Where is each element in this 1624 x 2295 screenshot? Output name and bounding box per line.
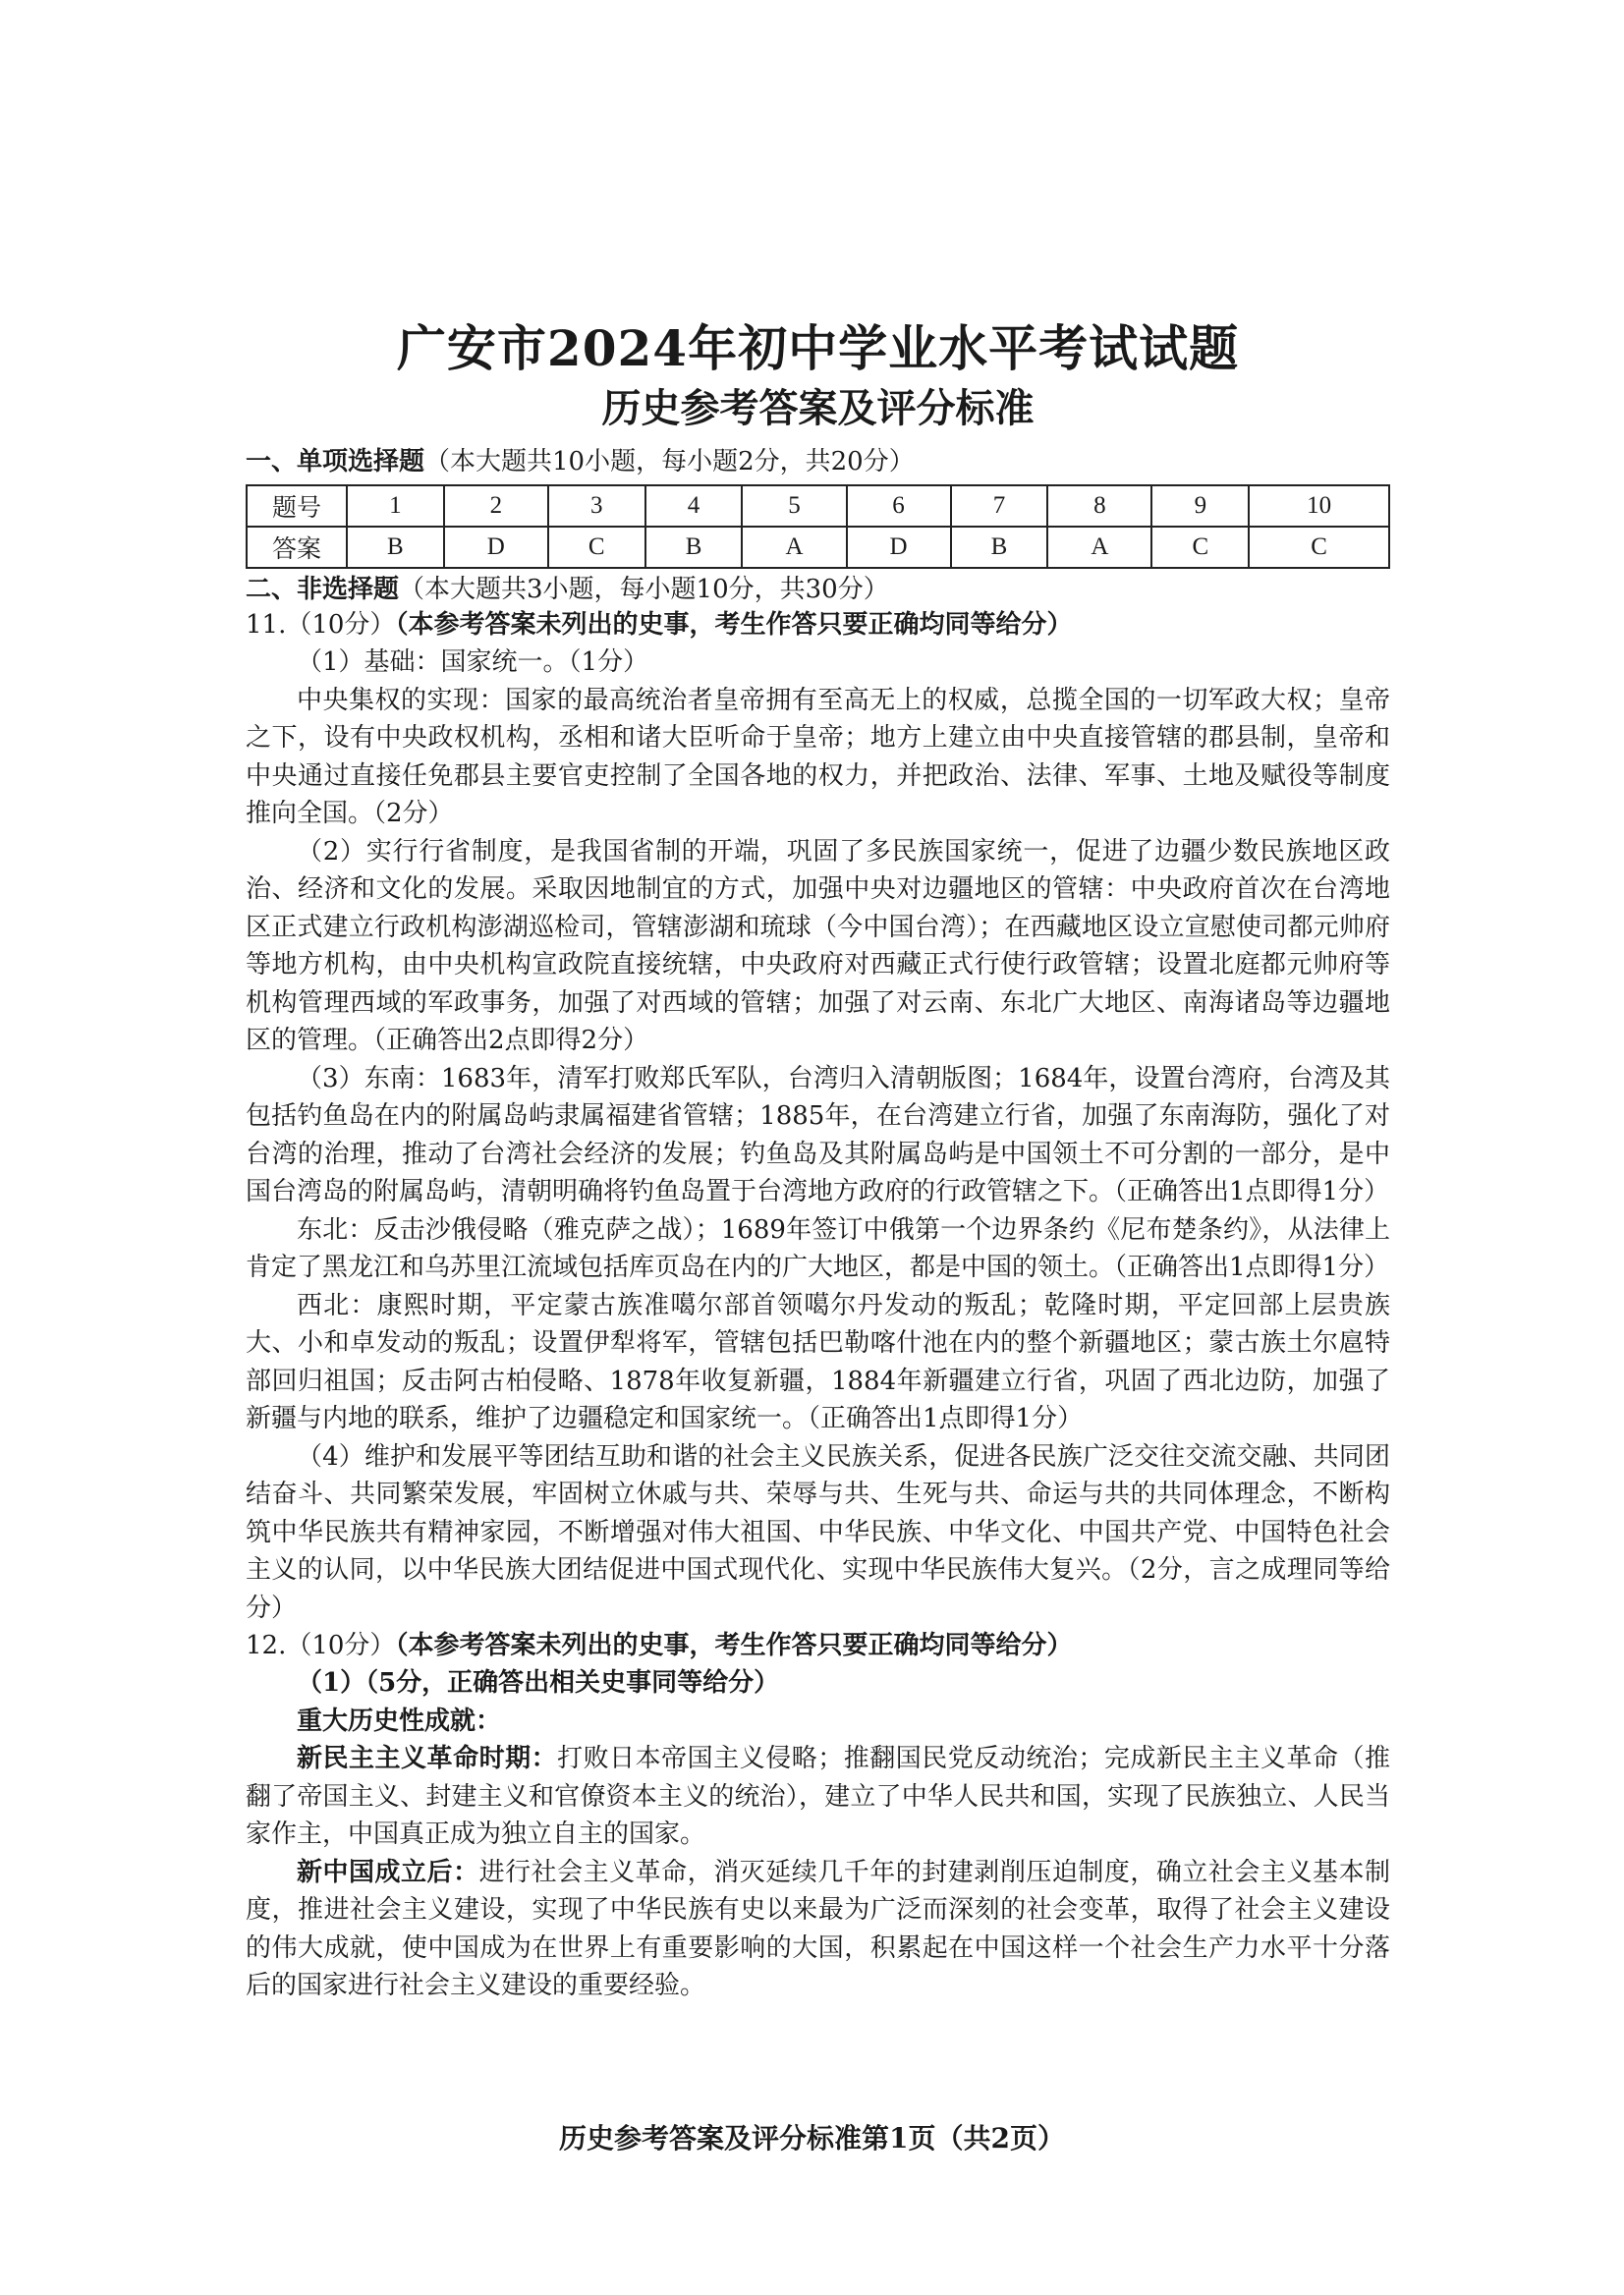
table-cell: 2 — [444, 485, 548, 527]
answer-sheet-page — [246, 319, 1390, 2005]
table-cell: 8 — [1047, 485, 1151, 527]
table-cell: 3 — [548, 485, 645, 527]
table-cell: C — [1151, 527, 1249, 568]
q12-achievements-heading: 重大历史性成就： — [297, 1706, 502, 1736]
table-cell: 6 — [847, 485, 951, 527]
table-cell: C — [1249, 527, 1389, 568]
table-cell: 10 — [1249, 485, 1389, 527]
row-label-answer: 答案 — [247, 527, 347, 568]
page-title: 广安市2024年初中学业水平考试试题 — [396, 319, 1240, 377]
q11-part3-southeast: （3）东南：1683年，清军打败郑氏军队，台湾归入清朝版图；1684年，设置台湾府，台湾及其包括钓鱼岛在内的附属岛屿隶属福建省管辖；1885年，在台湾建立行省，加强了东南海防，强化了对台湾的治理，推动了台湾社会经济的发展；钓鱼岛及其附属岛屿是中国领土不可分割的一部分，是中国台湾岛的附属岛屿，清朝明确将钓鱼岛置于台湾地方政府的行政管辖之下。（正确答出1点即得1分） — [246, 1063, 1390, 1206]
q11-part3-northeast: 东北：反击沙俄侵略（雅克萨之战）；1689年签订中俄第一个边界条约《尼布楚条约》，从法律上肯定了黑龙江和乌苏里江流域包括库页岛在内的广大地区，都是中国的领土。（正确答出1点即得1分） — [246, 1214, 1390, 1282]
q12-part1: （1）（5分，正确答出相关史事同等给分） — [297, 1668, 780, 1698]
table-cell: 9 — [1151, 485, 1249, 527]
page-footer: 历史参考答案及评分标准第1页（共2页） — [559, 2122, 1065, 2155]
table-cell: A — [1047, 527, 1151, 568]
table-cell: A — [742, 527, 846, 568]
table-cell: 4 — [645, 485, 743, 527]
table-cell: B — [347, 527, 444, 568]
question-11-heading: 11.（10分）（本参考答案未列出的史事，考生作答只要正确均同等给分） — [246, 610, 1073, 640]
table-cell: B — [951, 527, 1048, 568]
table-cell: 1 — [347, 485, 444, 527]
table-cell: C — [548, 527, 645, 568]
table-cell: 5 — [742, 485, 846, 527]
q11-part2: （2）实行行省制度，是我国省制的开端，巩固了多民族国家统一，促进了边疆少数民族地区政治、经济和文化的发展。采取因地制宜的方式，加强中央对边疆地区的管辖：中央政府首次在台湾地区正式建立行政机构澎湖巡检司，管辖澎湖和琉球（今中国台湾）；在西藏地区设立宣慰使司都元帅府等地方机构，由中央机构宣政院直接统辖，中央政府对西藏正式行使行政管辖；设置北庭都元帅府等机构管理西域的军政事务，加强了对西域的管辖；加强了对云南、东北广大地区、南海诸岛等边疆地区的管理。（正确答出2点即得2分） — [246, 836, 1390, 1055]
table-cell: B — [645, 527, 743, 568]
q11-central-power: 中央集权的实现：国家的最高统治者皇帝拥有至高无上的权威，总揽全国的一切军政大权；皇帝之下，设有中央政权机构，丞相和诸大臣听命于皇帝；地方上建立由中央直接管辖的郡县制，皇帝和中央通过直接任免郡县主要官吏控制了全国各地的权力，并把政治、法律、军事、土地及赋役等制度推向全国。（2分） — [246, 685, 1390, 828]
q11-part3-northwest: 西北：康熙时期，平定蒙古族准噶尔部首领噶尔丹发动的叛乱；乾隆时期，平定回部上层贵族大、小和卓发动的叛乱；设置伊犁将军，管辖包括巴勒喀什池在内的整个新疆地区；蒙古族土尔扈特部回归祖国；反击阿古柏侵略、1878年收复新疆，1884年新疆建立行省，巩固了西北边防，加强了新疆与内地的联系，维护了边疆稳定和国家统一。（正确答出1点即得1分） — [246, 1290, 1390, 1433]
q11-part1: （1）基础：国家统一。（1分） — [297, 647, 649, 677]
table-row-answers — [247, 527, 1389, 568]
table-cell: D — [847, 527, 951, 568]
q12-after-founding: 新中国成立后：进行社会主义革命，消灭延续几千年的封建剥削压迫制度，确立社会主义基本制度，推进社会主义建设，实现了中华民族有史以来最为广泛而深刻的社会变革，取得了社会主义建设的伟大成就，使中国成为在世界上有重要影响的大国，积累起在中国这样一个社会生产力水平十分落后的国家进行社会主义建设的重要经验。 — [246, 1857, 1390, 2000]
q11-part4: （4）维护和发展平等团结互助和谐的社会主义民族关系，促进各民族广泛交往交流交融、共同团结奋斗、共同繁荣发展，牢固树立休戚与共、荣辱与共、生死与共、命运与共的共同体理念，不断构筑中华民族共有精神家园，不断增强对伟大祖国、中华民族、中华文化、中国共产党、中国特色社会主义的认同，以中华民族大团结促进中国式现代化、实现中华民族伟大复兴。（2分，言之成理同等给分） — [246, 1441, 1390, 1623]
section2-heading: 二、非选择题（本大题共3小题，每小题10分，共30分） — [246, 575, 889, 604]
row-label-number: 题号 — [247, 485, 347, 527]
q12-new-democratic-period: 新民主主义革命时期：打败日本帝国主义侵略；推翻国民党反动统治；完成新民主主义革命（推翻了帝国主义、封建主义和官僚资本主义的统治），建立了中华人民共和国，实现了民族独立、人民当家作主，中国真正成为独立自主的国家。 — [246, 1744, 1390, 1849]
table-cell: 7 — [951, 485, 1048, 527]
question-12-heading: 12.（10分）（本参考答案未列出的史事，考生作答只要正确均同等给分） — [246, 1631, 1073, 1660]
table-row-numbers — [247, 485, 1389, 527]
section1-heading: 一、单项选择题（本大题共10小题，每小题2分，共20分） — [246, 447, 915, 476]
answer-table — [246, 484, 1390, 569]
page-subtitle: 历史参考答案及评分标准 — [601, 385, 1035, 431]
table-cell: D — [444, 527, 548, 568]
